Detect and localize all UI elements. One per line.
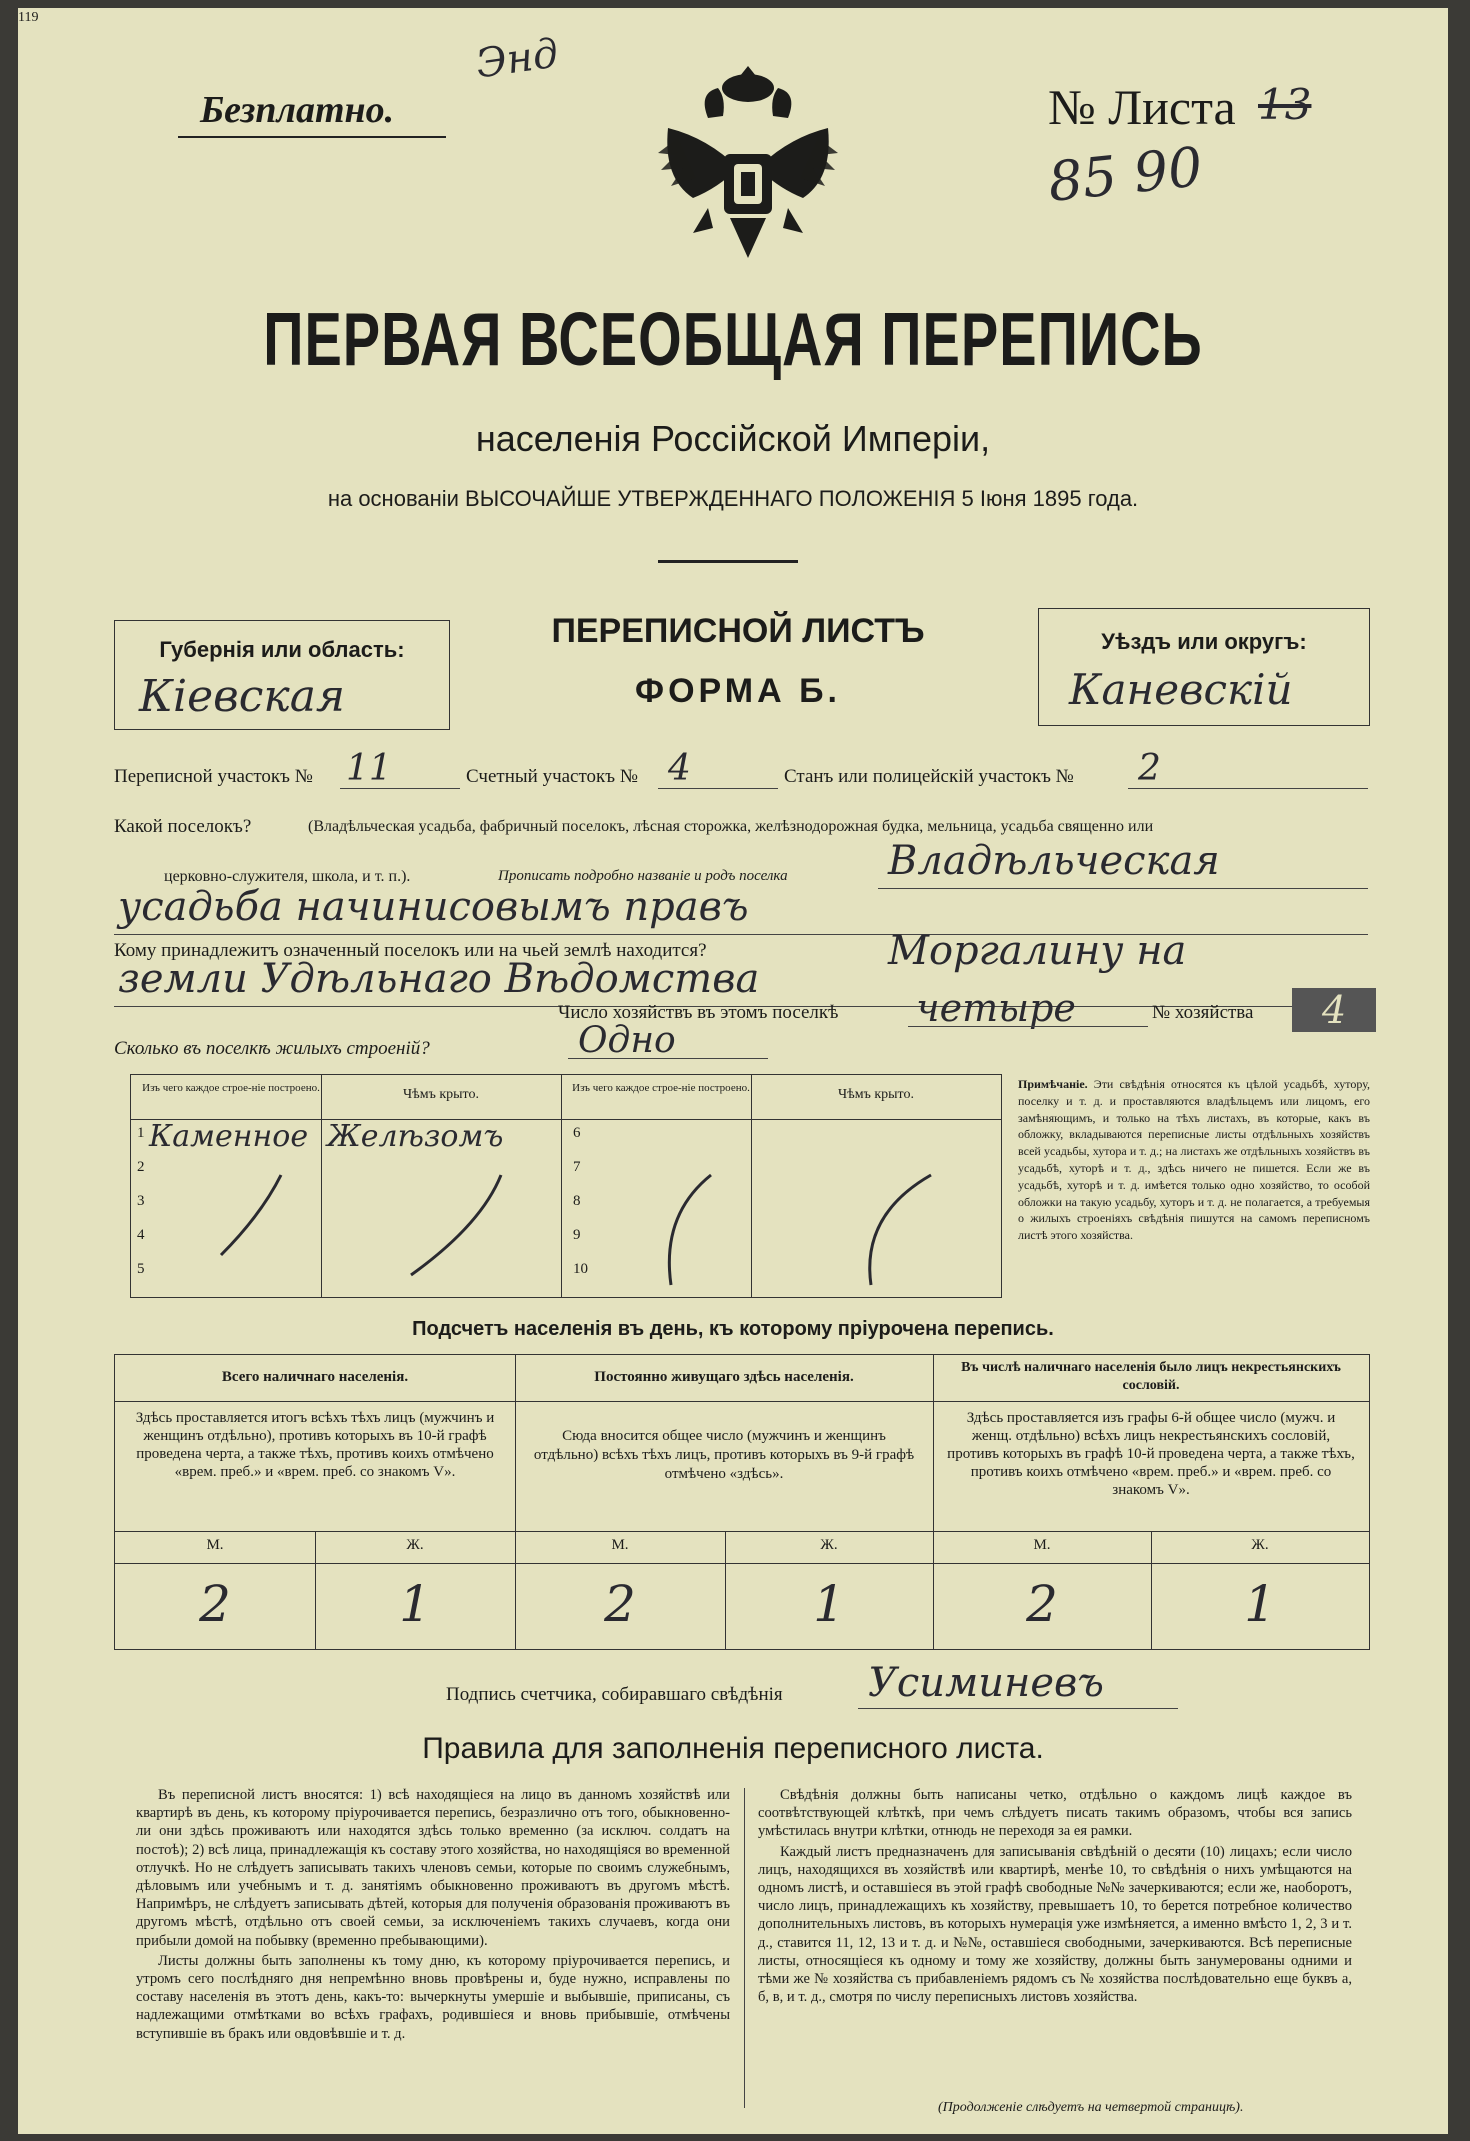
rules-right-column — [758, 1786, 1352, 2008]
rules-left-para-2: Листы должны быть заполнены къ тому дню, къ которому пріурочивается перепись, и утромъ сего послѣдняго дня непремѣнно вновь провѣрены и, буде нужно, исправлены по составу населенія въ этотъ день, какъ-то: вычеркнуты умершіе и выбывшіе, приписаны, съ надлежащими отмѣтками во всѣхъ графахъ, родившіеся и вновь прибывшіе, отмѣчены вступившіе въ бракъ или овдовѣвшіе и т. д. — [136, 1952, 730, 2042]
sheet-number-label: № Листа — [1048, 79, 1236, 135]
buildings-value: Одно — [578, 1020, 676, 1061]
households-label: Число хозяйствъ въ этомъ поселкѣ — [558, 1002, 839, 1023]
building-row-number: 5 — [137, 1261, 145, 1277]
settlement-options: (Владѣльческая усадьба, фабричный поселокъ, лѣсная сторожка, желѣзнодорожная будка, мельница, усадьба священно или — [308, 818, 1154, 835]
col-material-right: Изъ чего каждое строе-ніе построено. — [572, 1082, 750, 1094]
col3-text: Здѣсь проставляется изъ графы 6-й общее число (мужч. и женщ. отдѣльно) всѣхъ лицъ некрестьянскихъ сословій, противъ которыхъ въ графѣ 10-й проведена черта, а также тѣхъ, противъ коихъ отмѣчено «врем. преб.» и «врем. преб. со знакомъ V». — [947, 1410, 1355, 1498]
count-heading: Подсчетъ населенія въ день, къ которому пріурочена перепись. — [412, 1318, 1054, 1340]
signature-label: Подпись счетчика, собиравшаго свѣдѣнія — [446, 1684, 783, 1705]
gubernia-box — [114, 620, 450, 730]
col1-text: Здѣсь проставляется итогъ всѣхъ тѣхъ лицъ (мужчинъ и женщинъ отдѣльно), противъ которыхъ въ 10-й графѣ проведена черта, а также тѣхъ, противъ коихъ отмѣчено «врем. преб.» и «врем. преб. со знакомъ V». — [135, 1410, 495, 1480]
col1-title: Всего наличнаго населенія. — [221, 1369, 409, 1385]
stan-value: 2 — [1138, 748, 1161, 789]
building-row-number: 2 — [137, 1159, 145, 1175]
settlement-instruction: Прописать подробно названіе и родъ поселка — [498, 868, 788, 884]
settlement-value-1: Владѣльческая — [888, 838, 1220, 884]
settlement-options-2: церковно-служителя, школа, и т. п.). — [164, 868, 411, 885]
census-sheet — [18, 8, 1448, 2134]
owner-value-2: земли Удѣльнаго Вѣдомства — [118, 956, 760, 1002]
imperial-eagle-emblem — [648, 58, 848, 268]
gubernia-label: Губернія или область: — [159, 637, 405, 662]
form-title: ПЕРЕПИСНОЙ ЛИСТЪ — [551, 612, 925, 650]
household-number-value: 4 — [1292, 988, 1376, 1032]
building-row-number: 6 — [573, 1125, 581, 1141]
building-row-number: 8 — [573, 1193, 581, 1209]
stan-label: Станъ или полицейскій участокъ № — [784, 766, 1074, 787]
rules-continued: (Продолженіе слѣдуетъ на четвертой страницѣ). — [938, 2100, 1244, 2115]
note-body: Эти свѣдѣнія относятся къ цѣлой усадьбѣ, хутору, поселку и т. д. и проставляются владѣльцемъ или лицомъ, его замѣняющимъ, и только на тѣхъ листахъ, въ которые, какъ въ обложку, вкладываются переписные листы отдѣльныхъ хозяйствъ всей усадьбы, хутора и т. д.; на листахъ же отдѣльныхъ хозяйствъ въ усадьбѣ, хуторѣ и т. д., здѣсь ничего не пишется. Если же въ усадьбѣ, хуторѣ и т. д. имѣется только одно хозяйство, то особой обложки на такую усадьбу, хуторъ и т. д. не полагается, а требуемыя о жилыхъ строеніяхъ свѣдѣнія пишутся на самомъ переписномъ листѣ этого хозяйства. — [1018, 1077, 1371, 1243]
settlement-question: Какой поселокъ? — [114, 816, 252, 837]
margin-corner-number: 119 — [18, 10, 39, 25]
col3-title: Въ числѣ наличнаго населенія было лицъ некрестьянскихъ сословій. — [961, 1360, 1341, 1393]
col-material-left: Изъ чего каждое строе-ніе построено. — [142, 1082, 320, 1094]
building-row-number: 10 — [573, 1261, 588, 1277]
top-handwriting: Энд — [473, 30, 562, 88]
col2-text: Сюда вносится общее число (мужчинъ и женщинъ отдѣльно) всѣхъ тѣхъ лицъ, противъ которыхъ въ 9-й графѣ отмѣчено «здѣсь». — [533, 1428, 915, 1482]
row1-roof: Желѣзомъ — [327, 1119, 504, 1154]
building-row-number: 9 — [573, 1227, 581, 1243]
sheet-number-handwritten: 85 90 — [1045, 135, 1206, 214]
buildings-label: Сколько въ поселкѣ жилыхъ строеній? — [114, 1038, 430, 1059]
row1-material: Каменное — [149, 1119, 309, 1154]
count-district-value: 4 — [668, 748, 691, 789]
uezd-value: Каневскій — [1069, 665, 1293, 714]
owner-question: Кому принадлежитъ означенный поселокъ или на чьей землѣ находится? — [114, 940, 707, 961]
household-number-label: № хозяйства — [1152, 1002, 1254, 1023]
rules-right-para-1: Свѣдѣнія должны быть написаны четко, отдѣльно о каждомъ лицѣ каждое въ соотвѣтствующей клѣткѣ, при чемъ слѣдуетъ писать такимъ образомъ, чтобы вся запись умѣстилась внутри клѣтки, отнюдь не переходя за ея рамки. — [758, 1787, 1352, 1840]
settlement-value-2: усадьба начинисовымъ правъ — [118, 884, 749, 930]
subtitle: населенія Россійской Имперіи, — [475, 418, 991, 459]
rules-right-para-2: Каждый листъ предназначенъ для записыванія свѣдѣній о десяти (10) лицахъ; если число лицъ, находящихся въ хозяйствѣ или квартирѣ, менѣе 10, то свѣдѣнія о нихъ умѣщаются на одномъ листѣ, и оставшіеся въ этой графѣ свободные №№ зачеркиваются; если же, наоборотъ, число лицъ, принадлежащихъ къ хозяйству, превышаетъ 10, то берется потребное количество дополнительныхъ листовъ, въ которыхъ нумерація уже измѣняется, а именно вмѣсто 1, 2, 3 и т. д., ставится 11, 12, 13 и т. д. и №№, оставшіеся свободными, зачеркиваются. Всѣ переписные листы, относящіеся къ одному и тому же хозяйству, должны быть занумерованы одними и тѣми же № хозяйства съ прибавленіемъ рядомъ съ № хозяйства послѣдовательно еще буквъ а, б, в, и т. д., смотря по числу переписныхъ листовъ хозяйства. — [758, 1843, 1352, 2006]
dash-marks — [131, 1075, 1001, 1297]
col-roof-left: Чѣмъ крыто. — [403, 1087, 479, 1102]
col3-zh-header: Ж. — [1251, 1537, 1269, 1553]
uezd-box — [1038, 608, 1370, 726]
col3-m-value: 2 — [1026, 1575, 1058, 1633]
census-district-label: Переписной участокъ № — [114, 766, 313, 787]
building-row-number: 4 — [137, 1227, 145, 1243]
free-label: Безплатно. — [200, 89, 395, 131]
building-row-number: 7 — [573, 1159, 581, 1175]
col2-zh-header: Ж. — [820, 1537, 838, 1553]
uezd-label: Уѣздъ или округъ: — [1101, 629, 1307, 654]
col2-m-value: 2 — [604, 1575, 636, 1633]
gubernia-value: Кіевская — [139, 671, 346, 722]
col1-m-header: М. — [206, 1537, 224, 1553]
rules-left-para-1: Въ переписной листъ вносятся: 1) всѣ находящіеся на лицо въ данномъ хозяйствѣ или квартирѣ въ день, къ которому пріурочивается перепись, безразлично отъ того, обыкновенно-ли они здѣсь проживаютъ или находятся здѣсь только временно (за исключ. солдатъ на постоѣ); 2) всѣ лица, принадлежащія къ составу этого хозяйства, но находящіяся во временной отлучкѣ. Но не слѣдуетъ записывать такихъ членовъ семьи, которые по своимъ служебнымъ, дѣловымъ или учебнымъ и т. д. занятіямъ обыкновенно проживаютъ въ другомъ мѣстѣ. Напримѣръ, не слѣдуетъ записывать дѣтей, которыя для полученія образованія проживаютъ въ другомъ мѣстѣ, отдѣльно отъ своей семьи, за исключеніемъ такихъ случаевъ, когда они прибыли домой на побывку (временно пребывающими). — [136, 1787, 730, 1949]
rules-left-column — [136, 1786, 730, 2045]
col3-m-header: М. — [1033, 1537, 1051, 1553]
census-district-value: 11 — [346, 748, 392, 789]
building-row-number: 1 — [137, 1125, 145, 1141]
col2-zh-value: 1 — [813, 1575, 845, 1633]
count-district-label: Счетный участокъ № — [466, 766, 638, 787]
col3-zh-value: 1 — [1244, 1575, 1276, 1633]
owner-value-1: Моргалину на — [888, 928, 1187, 974]
building-row-number: 3 — [137, 1193, 145, 1209]
sheet-number-struck: 13 — [1258, 80, 1312, 129]
main-title: ПЕРВАЯ ВСЕОБЩАЯ ПЕРЕПИСЬ — [263, 295, 1203, 382]
population-count-table — [114, 1354, 1370, 1650]
col1-zh-value: 1 — [399, 1575, 431, 1633]
legal-basis: на основаніи ВЫСОЧАЙШЕ УТВЕРЖДЕННАГО ПОЛОЖЕНІЯ 5 Іюня 1895 года. — [327, 486, 1139, 511]
signature-value: Усиминевъ — [868, 1660, 1104, 1706]
households-value: четыре — [916, 986, 1076, 1030]
col1-m-value: 2 — [199, 1575, 231, 1633]
buildings-table — [130, 1074, 1002, 1298]
note-text — [1018, 1076, 1370, 1244]
form-name: ФОРМА Б. — [635, 672, 841, 710]
col1-zh-header: Ж. — [406, 1537, 424, 1553]
col-roof-right: Чѣмъ крыто. — [838, 1087, 914, 1102]
note-title: Примѣчаніе. — [1018, 1077, 1088, 1091]
rules-title: Правила для заполненія переписного листа. — [422, 1732, 1044, 1765]
col2-m-header: М. — [611, 1537, 629, 1553]
col2-title: Постоянно живущаго здѣсь населенія. — [594, 1369, 854, 1385]
